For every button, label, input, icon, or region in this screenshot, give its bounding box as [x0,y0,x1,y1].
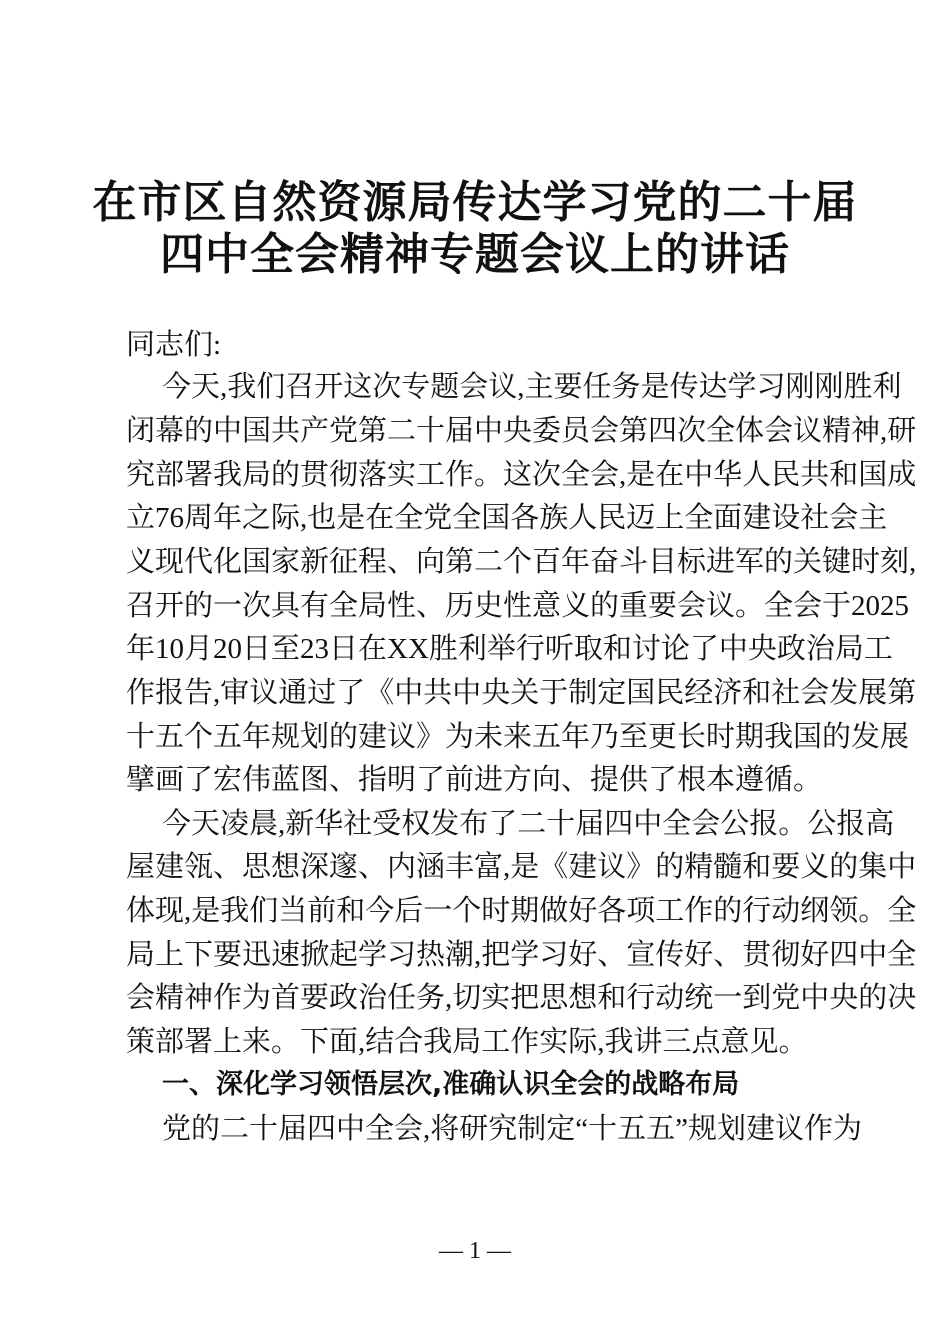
document-title-line-2: 四中全会精神专题会议上的讲话 [160,229,790,280]
paragraph-line: 体现,是我们当前和今后一个时期做好各项工作的行动纲领。全 [126,895,917,927]
paragraph-line: 立76周年之际,也是在全党全国各族人民迈上全面建设社会主 [126,502,888,534]
paragraph-line: 闭幕的中国共产党第二十届中央委员会第四次全体会议精神,研 [126,415,917,447]
paragraph-line: 义现代化国家新征程、向第二个百年奋斗目标进军的关键时刻, [126,546,917,578]
paragraph-line: 局上下要迅速掀起学习热潮,把学习好、宣传好、贯彻好四中全 [126,939,917,971]
paragraph-line: 年10月20日至23日在XX胜利举行听取和讨论了中央政治局工 [126,633,893,665]
paragraph-line: 党的二十届四中全会,将研究制定“十五五”规划建议作为 [162,1113,862,1145]
paragraph-line: 屋建瓴、思想深邃、内涵丰富,是《建议》的精髓和要义的集中 [126,851,917,883]
paragraph-line: 召开的一次具有全局性、历史性意义的重要会议。全会于2025 [126,590,910,622]
paragraph-line: 今天凌晨,新华社受权发布了二十届四中全会公报。公报高 [162,808,895,840]
paragraph-line: 十五个五年规划的建议》为未来五年乃至更长时期我国的发展 [126,721,910,753]
document-title-line-1: 在市区自然资源局传达学习党的二十届 [92,177,858,228]
paragraph-line: 擘画了宏伟蓝图、指明了前进方向、提供了根本遵循。 [126,764,823,796]
paragraph-line: 作报告,审议通过了《中共中央关于制定国民经济和社会发展第 [126,677,917,709]
section-heading: 一、深化学习领悟层次,准确认识全会的战略布局 [162,1069,740,1100]
paragraph-line: 今天,我们召开这次专题会议,主要任务是传达学习刚刚胜利 [162,371,902,403]
paragraph-line: 究部署我局的贯彻落实工作。这次全会,是在中华人民共和国成 [126,459,917,491]
page-number: — 1 — [439,1238,511,1264]
paragraph-line: 策部署上来。下面,结合我局工作实际,我讲三点意见。 [126,1026,808,1058]
paragraph-line: 会精神作为首要政治任务,切实把思想和行动统一到党中央的决 [126,982,917,1014]
salutation: 同志们: [126,329,222,361]
